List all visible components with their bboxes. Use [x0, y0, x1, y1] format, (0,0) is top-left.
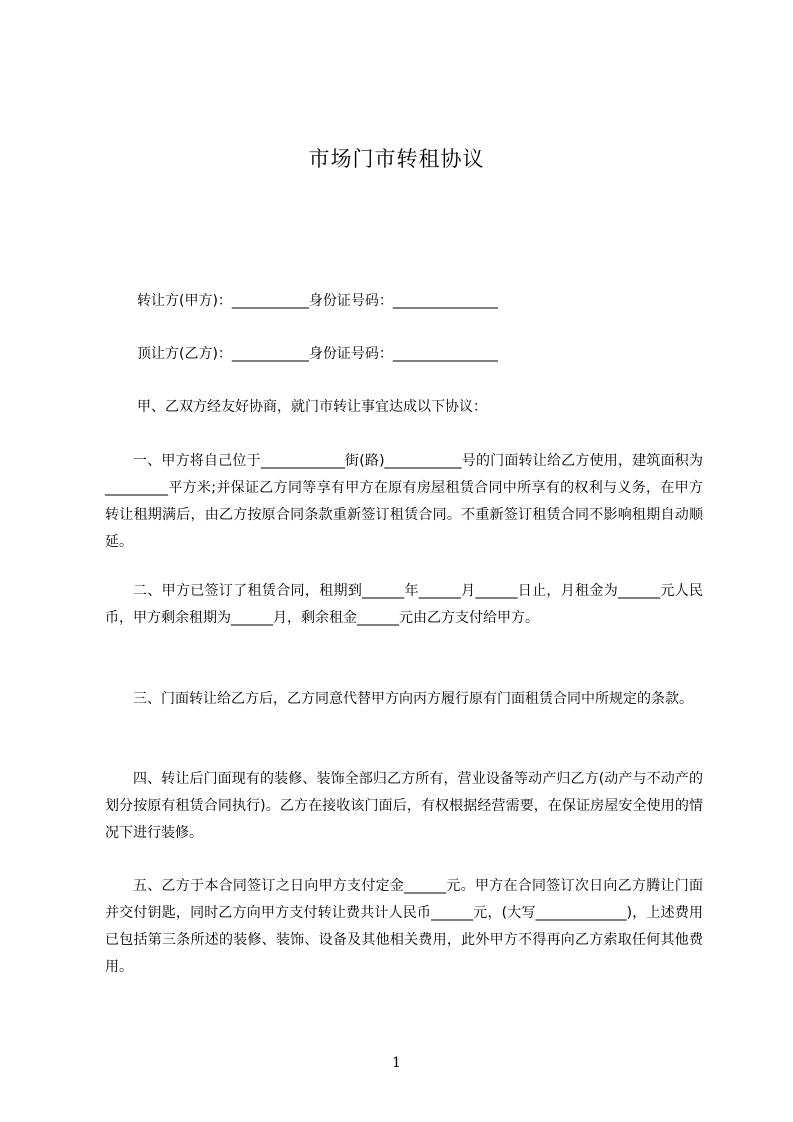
party-a-field: 转让方(甲方)：___________身份证号码：_______________ [137, 293, 498, 309]
clause-3: 三、门面转让给乙方后，乙方同意代替甲方向丙方履行原有门面租赁合同中所规定的条款。 [133, 691, 693, 707]
intro-paragraph: 甲、乙双方经友好协商，就门市转让事宜达成以下协议： [137, 399, 487, 415]
document-title: 市场门市转租协议 [308, 147, 485, 171]
party-b-field: 顶让方(乙方)：___________身份证号码：_______________ [137, 346, 498, 362]
clause-4: 四、转让后门面现有的装修、装饰全部归乙方所有，营业设备等动产归乙方(动产与不动产的划分按原有租赁合同执行)。乙方在接收该门面后，有权根据经营需要，在保证房屋安全使用的情况下进行装修。 [105, 771, 703, 841]
clause-2: 二、甲方已签订了租赁合同，租期到______年______月______日止，月租金为______元人民币，甲方剩余租期为______月，剩余租金______元由乙方支付给甲方。 [105, 583, 703, 626]
page-number: 1 [392, 1055, 401, 1071]
clause-5: 五、乙方于本合同签订之日向甲方支付定金______元。甲方在合同签订次日向乙方腾让门面并交付钥匙，同时乙方向甲方支付转让费共计人民币______元，(大写_____________)，上述费用已包括第三条所述的装修、装饰、设备及其他相关费用，此外甲方不得再向乙方索取任何其他费用。 [105, 878, 703, 975]
clause-1: 一、甲方将自己位于____________街(路)___________号的门面转让给乙方使用，建筑面积为_________平方米;并保证乙方同等享有甲方在原有房屋租赁合同中所享有的权利与义务，在甲方转让租期满后，由乙方按原合同条款重新签订租赁合同。不重新签订租赁合同不影响租期自动顺延。 [105, 453, 703, 550]
